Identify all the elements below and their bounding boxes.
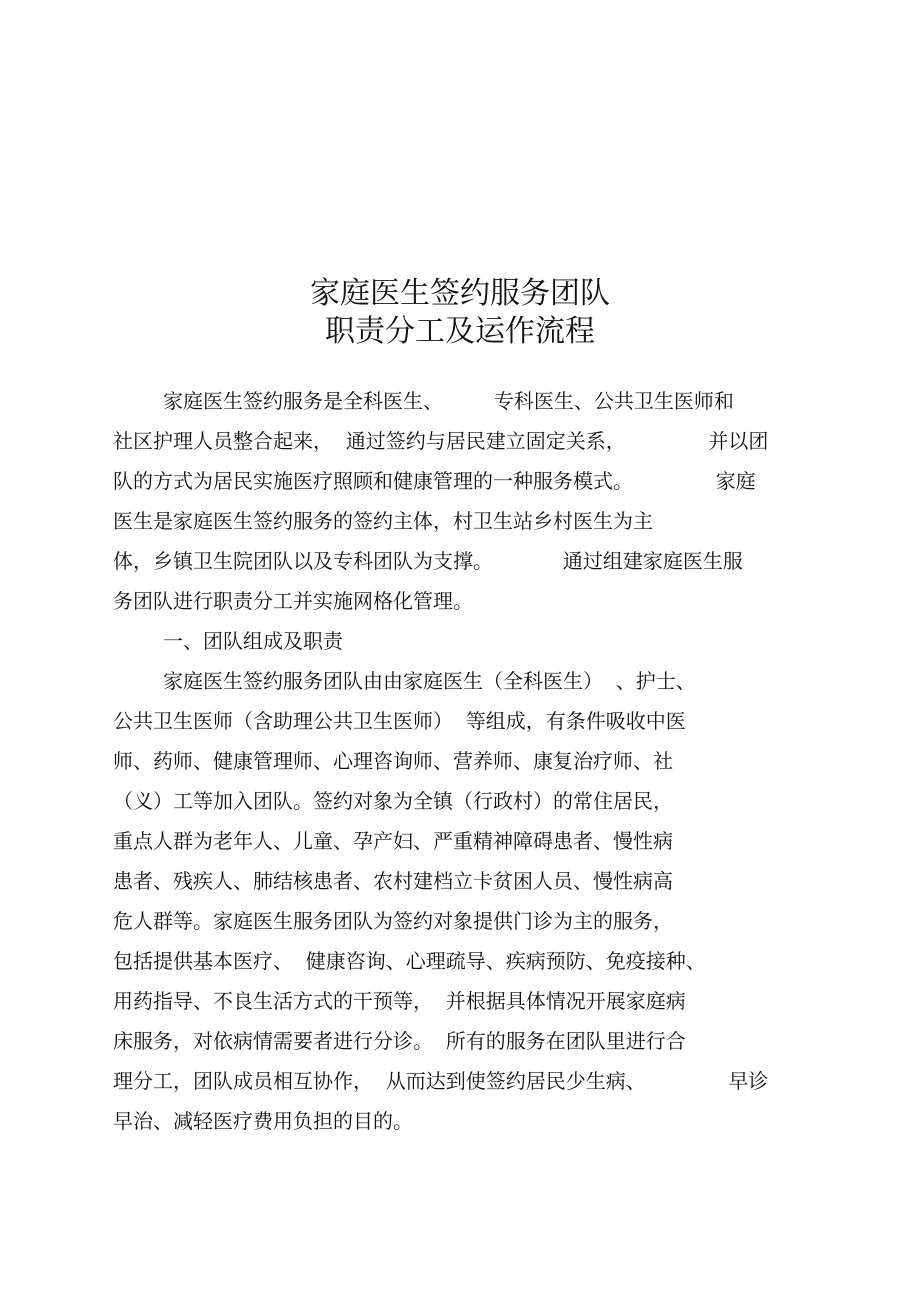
- document-title: [0, 275, 920, 351]
- body-line-19: 早治、减轻医疗费用负担的目的。: [113, 1109, 413, 1133]
- body-line-12: 重点人群为老年人、儿童、孕产妇、严重精神障碍患者、慢性病: [113, 829, 673, 853]
- body-line-16: 用药指导、不良生活方式的干预等， 并根据具体情况开展家庭病: [113, 989, 686, 1013]
- body-line-1: 家庭医生签约服务是全科医生、 专科医生、公共卫生医师和: [163, 389, 734, 413]
- body-line-14: 危人群等。家庭医生服务团队为签约对象提供门诊为主的服务，: [113, 909, 673, 933]
- body-line-2: 社区护理人员整合起来， 通过签约与居民建立固定关系， 并以团: [113, 429, 769, 453]
- body-line-10: 师、药师、健康管理师、心理咨询师、营养师、康复治疗师、社: [113, 749, 673, 773]
- body-line-15: 包括提供基本医疗、 健康咨询、心理疏导、疾病预防、免疫接种、: [113, 949, 706, 973]
- body-line-13: 患者、残疾人、肺结核患者、农村建档立卡贫困人员、慢性病高: [113, 869, 673, 893]
- body-line-4: 医生是家庭医生签约服务的签约主体，村卫生站乡村医生为主: [113, 509, 653, 533]
- body-line-8: 家庭医生签约服务团队由由家庭医生（全科医生） 、护士、: [163, 669, 696, 693]
- body-line-3: 队的方式为居民实施医疗照顾和健康管理的一种服务模式。 家庭: [113, 469, 756, 493]
- title-line-2: 职责分工及运作流程: [325, 314, 595, 349]
- body-line-5: 体，乡镇卫生院团队以及专科团队为支撑。 通过组建家庭医生服: [113, 549, 743, 573]
- body-line-17: 床服务，对依病情需要者进行分诊。 所有的服务在团队里进行合: [113, 1029, 686, 1053]
- body-line-6: 务团队进行职责分工并实施网格化管理。: [113, 589, 473, 613]
- body-line-11: （义）工等加入团队。签约对象为全镇（行政村）的常住居民，: [113, 789, 673, 813]
- title-line-1: 家庭医生签约服务团队: [310, 276, 610, 311]
- section-heading: 一、团队组成及职责: [163, 629, 343, 653]
- body-line-9: 公共卫生医师（含助理公共卫生医师） 等组成，有条件吸收中医: [113, 709, 686, 733]
- body-line-18: 理分工，团队成员相互协作， 从而达到使签约居民少生病、 早诊: [113, 1069, 769, 1093]
